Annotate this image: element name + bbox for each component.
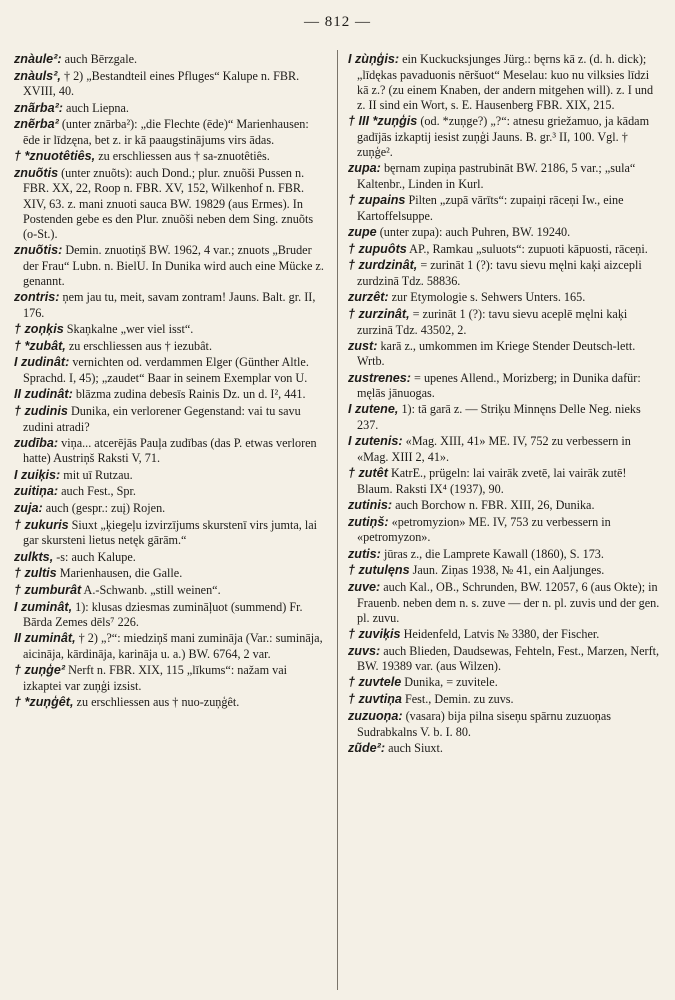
entry-text: «petromyzion» ME. IV, 753 zu verbessern in «petromyzon».	[357, 514, 611, 545]
entry-text: auch Siuxt.	[385, 740, 443, 755]
dictionary-entry	[348, 161, 660, 192]
entry-text: «Mag. XIII, 41» ME. IV, 752 zu verbessern in «Mag. XIII 2, 41».	[357, 434, 631, 464]
entry-text: Fest., Demin. zu zuvs.	[401, 692, 514, 707]
dictionary-entry	[14, 436, 326, 467]
entry-text: blāzma zudina debesīs Rainis Dz. un d. I², 441.	[72, 387, 306, 402]
entry-text: (unter znuõts): auch Dond.; plur. znuõši Pussen n. FBR. XX, 22, Roop n. FBR. XV, 152, Wilkenhof n. FBR. XIV, 63. z. mani znuoti sauca BW. 19829 (aus Ermes). In Postenden gebe es den Plur. znuõši neben dem Sing. znuõts (o-St.).	[23, 165, 314, 241]
dictionary-entry	[348, 193, 660, 224]
entry-headword: † zoņķis	[14, 322, 64, 337]
dictionary-entry	[14, 117, 326, 148]
dictionary-entry	[348, 242, 660, 258]
dictionary-entry	[14, 566, 326, 582]
entry-text: (unter znārba²): „die Flechte (ēde)“ Marienhausen: ēde ir līdzęna, bet z. ir kā paaugstinājums virs ādas.	[23, 117, 309, 147]
dictionary-entry	[14, 290, 326, 321]
entry-text: viņa... atcerējās Pauļa zudības (das P. etwas verloren hatte) Austriņš Raksti V, 71.	[23, 435, 317, 466]
entry-text: bęrnam zupiņa pastrubināt BW. 2186, 5 var.; „sula“ Kaltenbr., Linden in Kurl.	[357, 161, 636, 191]
dictionary-entry	[348, 466, 660, 497]
entry-headword: † zupains	[348, 193, 406, 208]
entry-text: zur Etymologie s. Sehwers Unters. 165.	[388, 290, 586, 305]
entry-text: ņem jau tu, meit, savam zontram! Jauns. Balt. gr. II, 176.	[23, 290, 316, 320]
dictionary-entry	[348, 675, 660, 691]
entry-text: jūras z., die Lamprete Kawall (1860), S. 173.	[380, 546, 604, 561]
dictionary-entry	[348, 741, 660, 757]
entry-headword: zuve:	[348, 579, 381, 594]
dictionary-entry	[348, 644, 660, 675]
entry-text: Siuxt „ķiegeļu izvirzījums skurstenī virs jumta, lai gar skursteni lietus netęk gārām.“	[23, 517, 318, 548]
dictionary-entry	[14, 663, 326, 694]
entry-text: auch Liepna.	[62, 100, 129, 115]
entry-text: auch Borchow n. FBR. XIII, 26, Dunika.	[392, 498, 595, 513]
entry-headword: † *znuotêtiês,	[14, 149, 96, 164]
entry-headword: † zultis	[14, 566, 57, 581]
left-column	[14, 52, 326, 990]
dictionary-entry	[14, 322, 326, 338]
entry-headword: zuitiņa:	[14, 484, 59, 499]
dictionary-entry	[14, 404, 326, 435]
dictionary-entry	[14, 484, 326, 500]
entry-headword: I zuminât,	[14, 599, 73, 614]
entry-text: karā z., umkommen im Kriege Stender Deutsch-lett. Wrtb.	[357, 338, 636, 369]
entry-text: Heidenfeld, Latvis № 3380, der Fischer.	[400, 626, 600, 641]
entry-headword: I zuiķis:	[14, 467, 61, 482]
entry-headword: † zukuris	[14, 517, 69, 532]
entry-headword: † zutêt	[348, 466, 388, 481]
page-number: — 812 —	[304, 14, 371, 30]
entry-headword: II zudinât:	[14, 387, 73, 402]
dictionary-entry	[14, 468, 326, 484]
dictionary-entry	[14, 101, 326, 117]
dictionary-entry	[14, 550, 326, 566]
dictionary-entry	[14, 243, 326, 289]
entry-text: mit uī Rutzau.	[60, 467, 133, 482]
dictionary-entry	[14, 518, 326, 549]
dictionary-entry	[348, 402, 660, 433]
entry-text: 1): tā garā z. — Striķu Minnęns Delle Neg. nieks 237.	[357, 402, 641, 433]
dictionary-entry	[14, 695, 326, 711]
dictionary-entry	[14, 52, 326, 68]
dictionary-entry	[348, 258, 660, 289]
entry-text: Skaņkalne „wer viel isst“.	[63, 322, 194, 337]
entry-headword: † zuvtiņa	[348, 692, 402, 707]
entry-headword: znãrba²:	[14, 100, 63, 115]
entry-text: AP., Ramkau „suluots“: zupuoti kāpuosti, rāceņi.	[406, 241, 648, 256]
dictionary-entry	[348, 225, 660, 241]
entry-headword: † *zuņģêt,	[14, 695, 74, 710]
entry-text: zu erschliessen aus † sa-znuotêtiês.	[95, 149, 270, 164]
entry-headword: † III *zuņģis	[348, 114, 418, 129]
entry-text: Nerft n. FBR. XIX, 115 „līkums“: nažam vai izkaptei var zuņģi izsist.	[23, 663, 288, 693]
dictionary-entry	[14, 583, 326, 599]
entry-text: † 2) „?“: miedziņš mani zumināja (Var.: sumināja, aicināja, kārdināja, karināja u. a.) BW. 6764, 2 var.	[23, 631, 323, 662]
dictionary-entry	[348, 434, 660, 465]
entry-text: (od. *zuņge?) „?“: atnesu griežamuo, ja kādam gadījās izkaptij iesist zuņģi Jauns. B. gr.³ II, 100. Vgl. † zuņģe².	[357, 114, 650, 160]
entry-headword: znuõtis	[14, 165, 59, 180]
dictionary-entry	[348, 290, 660, 306]
dictionary-entry	[348, 563, 660, 579]
dictionary-entry	[14, 149, 326, 165]
entry-headword: zutiņš:	[348, 514, 389, 529]
dictionary-entry	[14, 166, 326, 242]
entry-headword: znuõtis:	[14, 243, 63, 258]
entry-text: (vasara) bija pilna siseņu spārnu zuzuoņas Sudrabkalns V. b. I. 80.	[357, 708, 612, 739]
entry-text: KatrE., prügeln: lai vairāk zvetē, lai vairāk zutē! Blaum. Raksti IX⁴ (1937), 90.	[357, 466, 627, 496]
dictionary-entry	[348, 692, 660, 708]
entry-text: auch Fest., Spr.	[58, 484, 136, 499]
entry-headword: † zuviķis	[348, 626, 401, 641]
entry-headword: I zutenis:	[348, 434, 403, 449]
entry-headword: II zuminât,	[14, 631, 76, 646]
entry-text: auch (gespr.: zuį) Rojen.	[42, 501, 166, 515]
entry-text: A.-Schwanb. „still weinen“.	[81, 582, 221, 597]
entry-text: Dunika, ein verlorener Gegenstand: vai tu savu zudini atradi?	[23, 403, 301, 434]
entry-headword: zontris:	[14, 290, 60, 305]
entry-text: zu erschliessen aus † nuo-zuņģêt.	[73, 695, 240, 710]
entry-headword: zupe	[348, 225, 377, 239]
entry-headword: zulkts,	[14, 549, 54, 564]
entry-text: Demin. znuotiņš BW. 1962, 4 var.; znuots „Bruder der Frau“ Lubn. n. BielU. In Dunika wird auch eine Mücke z. genannt.	[23, 243, 324, 289]
entry-headword: † zuvtele	[348, 675, 402, 690]
entry-text: = zurināt 1 (?): tavu sievu męlni kaķi aizcepli zurdzinā Tdz. 58836.	[357, 258, 642, 289]
entry-text: = zurināt 1 (?): tavu sievu aceplē męlni kaķi zurzinā Tdz. 43502, 2.	[357, 306, 628, 337]
entry-headword: † zudinis	[14, 403, 68, 418]
entry-headword: znàule²:	[14, 52, 62, 66]
dictionary-entry	[14, 355, 326, 386]
entry-headword: zustrenes:	[348, 370, 411, 385]
entry-text: Pilten „zupā vārīts“: zupaiņi rāceņi Iw., eine Kartoffelsuppe.	[357, 193, 624, 223]
entry-headword: zutis:	[348, 546, 381, 561]
entry-text: † 2) „Bestandteil eines Pfluges“ Kalupe n. FBR. XVIII, 40.	[23, 68, 300, 99]
dictionary-entry	[348, 339, 660, 370]
entry-headword: znẽrba²	[14, 117, 59, 132]
entry-headword: zutinis:	[348, 498, 393, 513]
dictionary-entry	[14, 631, 326, 662]
dictionary-entry	[14, 69, 326, 100]
dictionary-entry	[348, 709, 660, 740]
dictionary-entry	[348, 515, 660, 546]
entry-headword: znàuls²,	[14, 68, 61, 83]
entry-headword: zũde²:	[348, 740, 386, 755]
entry-headword: † zutulęns	[348, 563, 410, 578]
dictionary-entry	[348, 627, 660, 643]
dictionary-entry	[14, 387, 326, 403]
entry-text: zu erschliessen aus † iezubât.	[65, 338, 212, 353]
entry-headword: I zùņģis:	[348, 52, 400, 66]
entry-headword: I zutene,	[348, 402, 399, 417]
dictionary-entry	[348, 114, 660, 160]
entry-headword: zust:	[348, 338, 378, 353]
entry-text: (unter zupa): auch Puhren, BW. 19240.	[376, 225, 571, 239]
entry-headword: † zupuôts	[348, 241, 407, 256]
entry-text: = upenes Allend., Morizberg; in Dunika dafür: męlās jānuogas.	[357, 370, 641, 401]
right-column	[348, 52, 660, 990]
entry-headword: zuvs:	[348, 643, 381, 658]
entry-text: Dunika, = zuvitele.	[401, 675, 498, 690]
entry-text: Jaun. Ziņas 1938, № 41, ein Aaljunges.	[409, 563, 605, 578]
entry-headword: † *zubât,	[14, 338, 66, 353]
entry-text: -s: auch Kalupe.	[53, 549, 136, 564]
entry-text: ein Kuckucksjunges Jürg.: bęrns kā z. (d. h. dick); „līdękas pavaduonis nēršuot“ Meselau: kuo nu vilksies līdzi kā z.? (zu einem Knaben, der andern mitgehen will). z. I und z. II sind ein Wort, s. E. Hausenberg FBR. XIX, 215.	[357, 52, 654, 113]
entry-text: vernichten od. verdammen Elger (Günther Altle. Sprachd. I, 45); „zaudet“ Baar in seinem Exemplar von U.	[23, 355, 309, 386]
entry-headword: † zurdzinât,	[348, 258, 418, 273]
entry-headword: zurzêt:	[348, 290, 389, 305]
dictionary-entry	[348, 547, 660, 563]
dictionary-entry	[14, 501, 326, 517]
dictionary-entry	[348, 371, 660, 402]
entry-text: auch Kal., OB., Schrunden, BW. 12057, 6 (aus Okte); in Frauenb. neben dem n. s. zuve — der n. pl. zuvis und der gen. pl. zuvu.	[357, 579, 660, 625]
entry-headword: zuzuoņa:	[348, 708, 403, 723]
dictionary-entry	[14, 339, 326, 355]
entry-headword: I zudinât:	[14, 355, 70, 370]
dictionary-entry	[348, 52, 660, 113]
dictionary-entry	[348, 307, 660, 338]
entry-headword: † zurzinât,	[348, 306, 410, 321]
entry-headword: † zuņģe²	[14, 663, 66, 678]
dictionary-entry	[348, 580, 660, 626]
column-divider	[337, 50, 338, 990]
dictionary-entry	[14, 600, 326, 631]
entry-text: auch Blieden, Daudsewas, Fehteln, Fest., Marzen, Nerft, BW. 19389 var. (aus Wilzen).	[357, 643, 660, 674]
entry-headword: zudība:	[14, 435, 59, 450]
entry-headword: zuja:	[14, 501, 43, 515]
entry-headword: † zumburât	[14, 582, 82, 597]
entry-headword: zupa:	[348, 161, 381, 176]
entry-text: Marienhausen, die Galle.	[56, 566, 183, 581]
entry-text: 1): klusas dziesmas zumināļuot (summend) Fr. Bārda Zemes dēls⁷ 226.	[23, 599, 303, 630]
entry-text: auch Bērzgale.	[61, 52, 138, 66]
dictionary-entry	[348, 498, 660, 514]
